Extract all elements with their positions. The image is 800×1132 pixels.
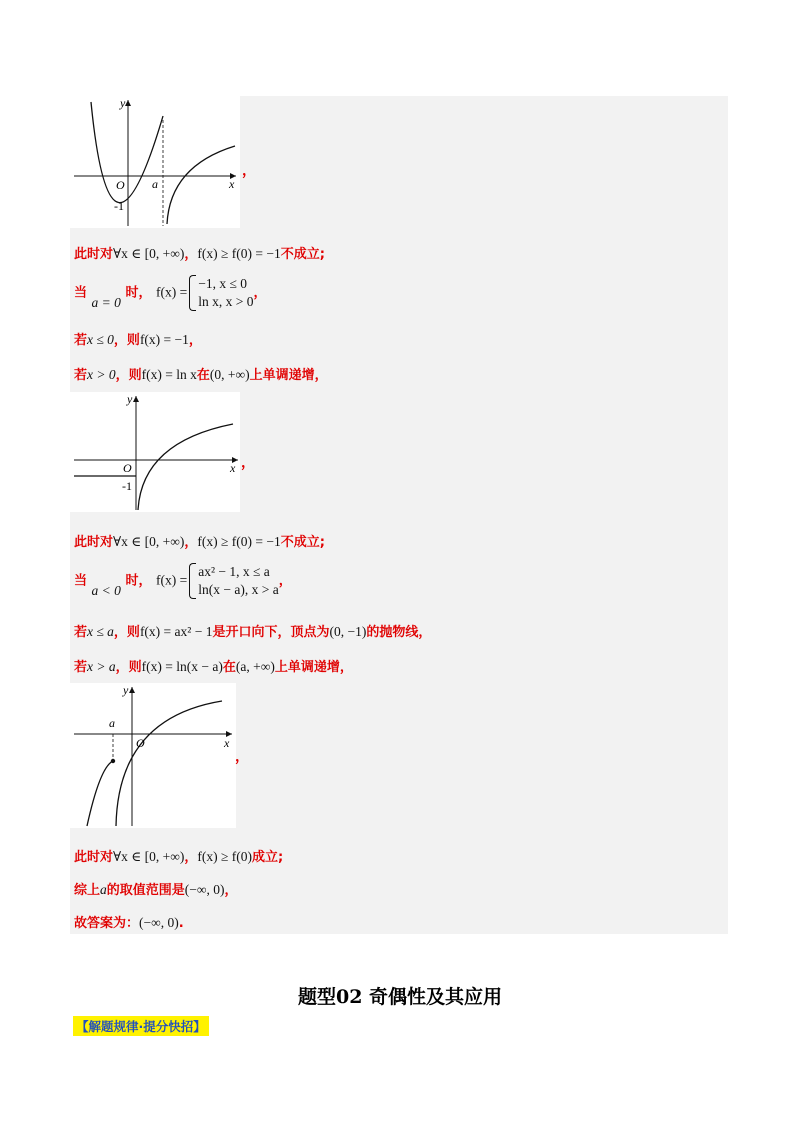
y-axis-label: y (123, 683, 129, 697)
a-label: a (109, 716, 115, 730)
graph-2 (70, 392, 240, 512)
text-line-5: 此时对∀x ∈ [0, +∞)，f(x) ≥ f(0) = −1不成立; (74, 534, 325, 550)
y-axis-label: y (127, 392, 133, 406)
tip-label: 【解题规律·提分快招】 (73, 1016, 209, 1036)
text-line-6: 当 a < 0 时， f(x) = ax² − 1, x ≤ a ln(x − a), x > a ， (74, 564, 292, 598)
x-axis-label: x (229, 177, 235, 191)
text-line-2: 当 a = 0 时， f(x) = −1, x ≤ 0 ln x, x > 0 ， (74, 276, 267, 310)
origin-label: O (136, 736, 145, 750)
graph-1-comma: ， (242, 163, 256, 179)
x-axis-label: x (230, 461, 236, 475)
graph-1 (70, 96, 240, 228)
text-line-8: 若x > a，则f(x) = ln(x − a)在(a, +∞)上单调递增， (74, 659, 353, 675)
text-line-10: 综上a的取值范围是(−∞, 0)， (74, 882, 238, 898)
text-line-1: 此时对∀x ∈ [0, +∞)，f(x) ≥ f(0) = −1不成立; (74, 246, 325, 262)
text-line-11: 故答案为：(−∞, 0). (74, 915, 184, 931)
section-title: 题型02 奇偶性及其应用 (297, 986, 503, 1008)
graph-3-comma: ， (235, 749, 249, 765)
graph-3 (70, 683, 236, 828)
origin-label: O (116, 178, 125, 192)
a-label: a (152, 177, 158, 191)
minus-one-label: -1 (122, 479, 132, 493)
x-axis-label: x (224, 736, 230, 750)
text-line-4: 若x > 0，则f(x) = ln x在(0, +∞)上单调递增， (74, 367, 328, 383)
text-line-3: 若x ≤ 0，则f(x) = −1， (74, 332, 202, 348)
text-line-9: 此时对∀x ∈ [0, +∞)，f(x) ≥ f(0)成立; (74, 849, 284, 865)
graph-2-comma: ， (241, 455, 255, 471)
y-axis-label: y (120, 96, 126, 110)
text-line-7: 若x ≤ a，则f(x) = ax² − 1是开口向下，顶点为(0, −1)的抛物线， (74, 624, 432, 640)
minus-one-label: -1 (114, 199, 124, 213)
origin-label: O (123, 461, 132, 475)
